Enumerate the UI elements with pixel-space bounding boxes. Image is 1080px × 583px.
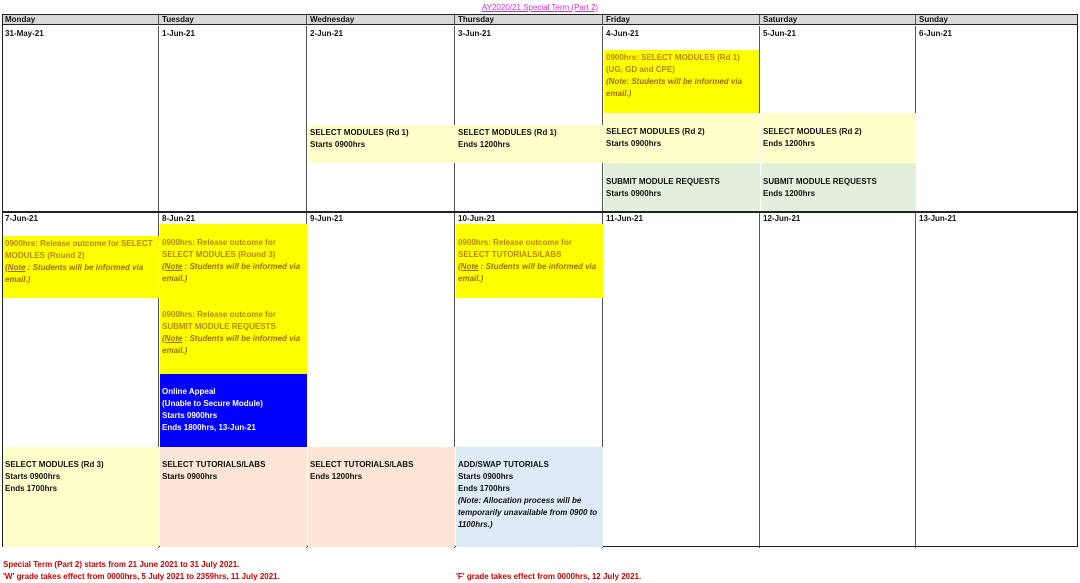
event-time: Starts 0900hrs bbox=[606, 189, 662, 198]
notice-select-modules-rd1 bbox=[604, 50, 759, 113]
date-cell: 4-Jun-21 bbox=[606, 29, 639, 38]
event-select-modules-rd2-start bbox=[604, 113, 760, 163]
event-time: Starts 0900hrs bbox=[162, 472, 218, 481]
date-cell: 2-Jun-21 bbox=[310, 29, 343, 38]
date-cell: 8-Jun-21 bbox=[162, 214, 195, 223]
calendar-title: AY2020/21 Special Term (Part 2) bbox=[481, 3, 599, 12]
notice-note: (Note : Students will be informed via email.) bbox=[458, 262, 597, 283]
notice-note: (Note : Students will be informed via email.) bbox=[5, 263, 144, 284]
event-select-modules-rd3 bbox=[3, 447, 159, 547]
event-time: Ends 1200hrs bbox=[458, 140, 511, 149]
notice-note: (Note : Students will be informed via email.) bbox=[162, 334, 301, 355]
event-time: Starts 0900hrs bbox=[458, 472, 514, 481]
notice-line: 0900hrs: Release outcome for SELECT MODULES (Round 3) bbox=[162, 238, 276, 259]
date-cell: 5-Jun-21 bbox=[763, 29, 796, 38]
event-time: Ends 1700hrs bbox=[5, 484, 58, 493]
date-cell: 3-Jun-21 bbox=[458, 29, 491, 38]
event-subtitle: (Unable to Secure Module) bbox=[162, 399, 263, 408]
note-word: Note bbox=[460, 262, 479, 271]
notice-line: 0900hrs: Release outcome for SELECT TUTORIALS/LABS bbox=[458, 238, 572, 259]
notice-release-select-modules-rd2 bbox=[3, 236, 159, 298]
event-title: ADD/SWAP TUTORIALS bbox=[458, 460, 549, 469]
event-time: Ends 1200hrs bbox=[763, 139, 816, 148]
date-cell: 10-Jun-21 bbox=[458, 214, 496, 223]
notice-release-tutorials bbox=[456, 224, 603, 298]
event-title: SELECT MODULES (Rd 2) bbox=[763, 127, 862, 136]
event-title: SELECT MODULES (Rd 3) bbox=[5, 460, 104, 469]
header-saturday: Saturday bbox=[760, 14, 916, 25]
date-cell: 6-Jun-21 bbox=[919, 29, 952, 38]
date-cell: 1-Jun-21 bbox=[162, 29, 195, 38]
note-text: : Students will be informed via email.) bbox=[458, 262, 597, 283]
event-title: SELECT TUTORIALS/LABS bbox=[162, 460, 266, 469]
event-title: SELECT MODULES (Rd 1) bbox=[310, 128, 409, 137]
notice-release-tuesday bbox=[160, 224, 307, 374]
footer-w-grade: 'W' grade takes effect from 0000hrs, 5 July 2021 to 2359hrs, 11 July 2021. bbox=[3, 572, 280, 581]
event-select-tutorials-end bbox=[308, 447, 455, 547]
date-cell: 12-Jun-21 bbox=[763, 214, 801, 223]
event-title: SELECT MODULES (Rd 1) bbox=[458, 128, 557, 137]
header-sunday: Sunday bbox=[916, 14, 1078, 25]
note-word: Note bbox=[164, 262, 183, 271]
notice-line: 0900hrs: Release outcome for SELECT MODULES (Round 2) bbox=[5, 239, 153, 260]
notice-line: 0900hrs: SELECT MODULES (Rd 1) bbox=[606, 53, 740, 62]
date-cell: 11-Jun-21 bbox=[606, 214, 643, 223]
notice-line: 0900hrs: Release outcome for SUBMIT MODULE REQUESTS bbox=[162, 310, 276, 331]
event-time: Starts 0900hrs bbox=[162, 411, 218, 420]
event-title: SUBMIT MODULE REQUESTS bbox=[606, 177, 720, 186]
event-select-modules-rd1-start bbox=[308, 125, 455, 163]
event-title: SELECT TUTORIALS/LABS bbox=[310, 460, 414, 469]
header-wednesday: Wednesday bbox=[307, 14, 455, 25]
event-time: Ends 1200hrs bbox=[310, 472, 363, 481]
event-submit-module-requests-end bbox=[761, 163, 916, 211]
date-cell: 7-Jun-21 bbox=[5, 214, 38, 223]
header-monday: Monday bbox=[2, 14, 159, 25]
notice-note: (Note: Students will be informed via email.) bbox=[606, 77, 743, 98]
week-separator bbox=[2, 211, 1078, 213]
footer-f-grade: 'F' grade takes effect from 0000hrs, 12 July 2021. bbox=[456, 572, 642, 581]
event-time: Starts 0900hrs bbox=[5, 472, 61, 481]
event-add-swap-tutorials bbox=[456, 447, 603, 547]
date-cell: 9-Jun-21 bbox=[310, 214, 343, 223]
spacer bbox=[162, 285, 305, 309]
header-tuesday: Tuesday bbox=[159, 14, 307, 25]
date-cell: 13-Jun-21 bbox=[919, 214, 957, 223]
event-time: Ends 1800hrs, 13-Jun-21 bbox=[162, 423, 256, 432]
notice-note: (Note : Students will be informed via email.) bbox=[162, 262, 301, 283]
note-word: Note bbox=[164, 334, 183, 343]
note-text: : Students will be informed via email.) bbox=[162, 334, 301, 355]
event-select-modules-rd2-end bbox=[761, 113, 916, 163]
note-text: : Students will be informed via email.) bbox=[162, 262, 301, 283]
note-text: : Students will be informed via email.) bbox=[5, 263, 144, 284]
event-time: Ends 1700hrs bbox=[458, 484, 511, 493]
event-online-appeal bbox=[160, 374, 307, 447]
event-title: Online Appeal bbox=[162, 387, 216, 396]
header-friday: Friday bbox=[603, 14, 760, 25]
note-word: Note bbox=[7, 263, 26, 272]
event-time: Starts 0900hrs bbox=[310, 140, 366, 149]
event-title: SUBMIT MODULE REQUESTS bbox=[763, 177, 877, 186]
header-thursday: Thursday bbox=[455, 14, 603, 25]
event-note: (Note: Allocation process will be temporarily unavailable from 0900 to 1100hrs.) bbox=[458, 496, 598, 529]
event-select-tutorials-start bbox=[160, 447, 307, 547]
event-title: SELECT MODULES (Rd 2) bbox=[606, 127, 705, 136]
event-time: Starts 0900hrs bbox=[606, 139, 662, 148]
date-cell: 31-May-21 bbox=[5, 29, 44, 38]
event-select-modules-rd1-end bbox=[456, 125, 603, 163]
event-time: Ends 1200hrs bbox=[763, 189, 816, 198]
notice-line: (UG, GD and CPE) bbox=[606, 65, 675, 74]
event-submit-module-requests-start bbox=[604, 163, 760, 211]
footer-term-dates: Special Term (Part 2) starts from 21 June 2021 to 31 July 2021. bbox=[3, 560, 240, 569]
